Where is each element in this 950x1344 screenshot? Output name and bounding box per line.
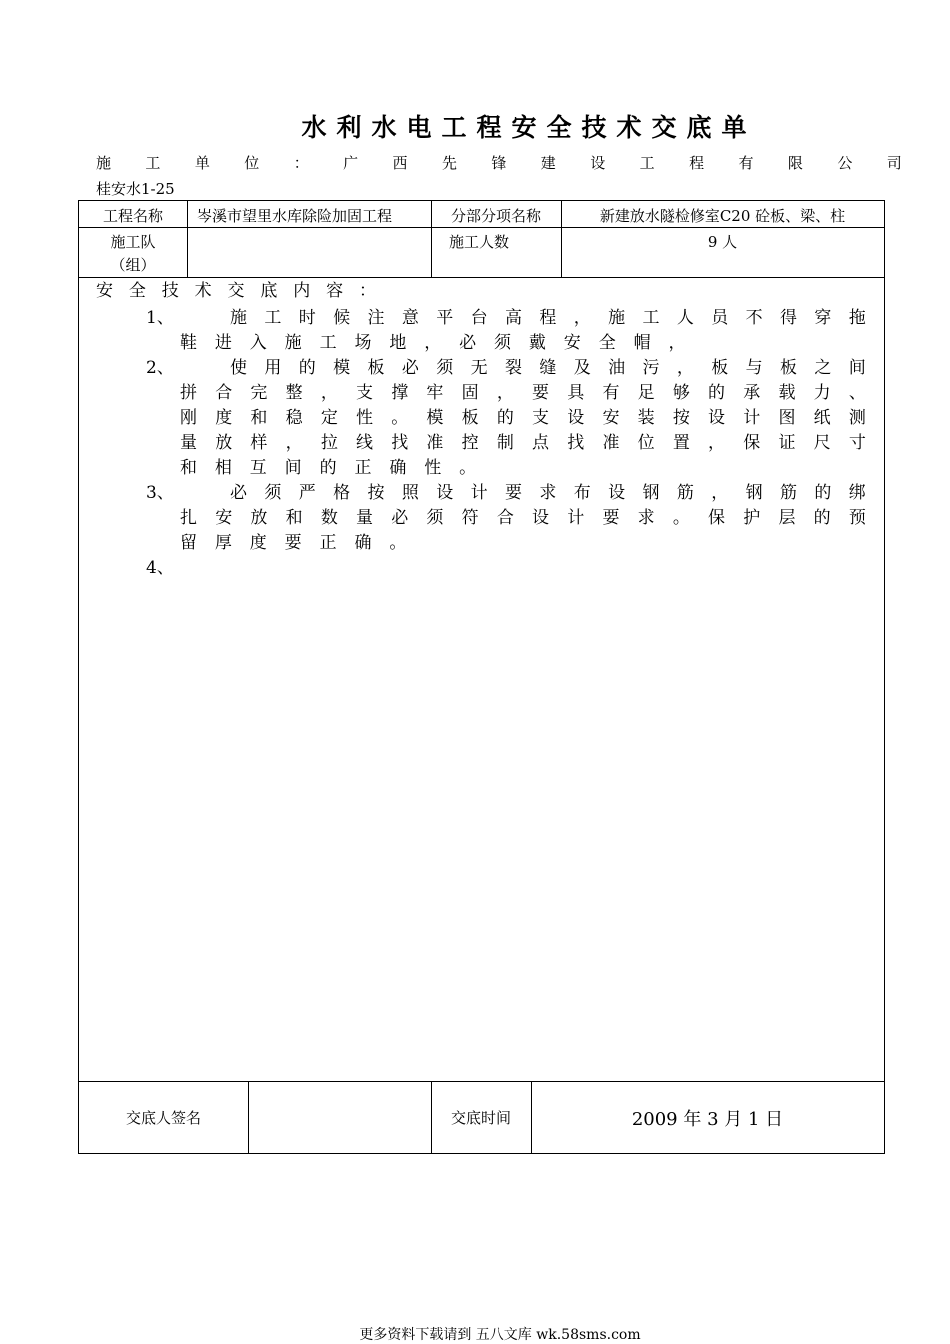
unit-char: 工 xyxy=(145,154,161,172)
project-name-value: 岑溪市望里水库除险加固工程 xyxy=(197,207,393,225)
unit-char: 程 xyxy=(689,154,705,172)
heading-char: 术 xyxy=(194,281,212,301)
heading-char: 技 xyxy=(161,281,179,301)
safety-content xyxy=(96,279,866,581)
item-number: 1、 xyxy=(146,308,174,328)
item-line: 量 放 样 ， 拉 线 找 准 控 制 点 找 准 位 置 ， 保 证 尺 寸 xyxy=(180,433,866,453)
team-label: 施工队 （组） xyxy=(110,233,156,274)
heading-char: 安 xyxy=(96,281,113,301)
unit-char: 建 xyxy=(540,154,556,172)
content-item xyxy=(96,556,866,581)
content-heading xyxy=(96,279,376,304)
construction-unit-line xyxy=(96,152,902,174)
sub-item-value: 新建放水隧检修室C20 砼板、梁、柱 xyxy=(599,207,846,225)
workers-label: 施工人数 xyxy=(449,233,510,251)
document-number: 桂安水1-25 xyxy=(96,180,175,198)
item-line: 必 须 严 格 按 照 设 计 要 求 布 设 钢 筋 ， 钢 筋 的 绑 xyxy=(230,483,866,503)
heading-char: 容 xyxy=(326,281,344,301)
heading-char: 交 xyxy=(227,281,245,301)
item-line: 留 厚 度 要 正 确 。 xyxy=(180,533,407,553)
item-line: 使 用 的 模 板 必 须 无 裂 缝 及 油 污 ， 板 与 板 之 间 xyxy=(230,358,866,378)
item-line: 和 相 互 间 的 正 确 性 。 xyxy=(180,458,477,478)
workers-value: 9 人 xyxy=(707,233,738,251)
item-line: 鞋 进 入 施 工 场 地 ， 必 须 戴 安 全 帽 ， xyxy=(180,333,686,353)
signer-label: 交底人签名 xyxy=(125,1109,201,1127)
unit-char: ： xyxy=(293,154,309,172)
content-item xyxy=(96,356,866,481)
unit-char: 锋 xyxy=(491,154,507,172)
unit-char: 司 xyxy=(886,154,902,172)
heading-char: 内 xyxy=(293,281,311,301)
item-line: 刚 度 和 稳 定 性 。 模 板 的 支 设 安 装 按 设 计 图 纸 测 xyxy=(180,408,866,428)
item-line: 施 工 时 候 注 意 平 台 高 程 ， 施 工 人 员 不 得 穿 拖 xyxy=(230,308,866,328)
content-item xyxy=(96,306,866,356)
item-number: 3、 xyxy=(146,483,174,503)
document-title: 水利水电工程安全技术交底单 xyxy=(301,113,757,142)
content-item xyxy=(96,481,866,556)
unit-char: 单 xyxy=(194,154,210,172)
item-number: 4、 xyxy=(146,558,174,578)
handover-date: 2009 年 3 月 1 日 xyxy=(631,1109,784,1130)
unit-char: 广 xyxy=(343,154,359,172)
unit-char: 有 xyxy=(738,154,754,172)
date-label: 交底时间 xyxy=(450,1109,511,1127)
project-name-label: 工程名称 xyxy=(102,207,163,225)
unit-char: 先 xyxy=(441,154,457,172)
item-number: 2、 xyxy=(146,358,174,378)
unit-char: 限 xyxy=(787,154,803,172)
unit-char: 公 xyxy=(837,154,853,172)
sub-item-label: 分部分项名称 xyxy=(450,207,541,225)
footer-note: 更多资料下载请到 五八文库 wk.58sms.com xyxy=(359,1327,641,1343)
item-line: 扎 安 放 和 数 量 必 须 符 合 设 计 要 求 。 保 护 层 的 预 xyxy=(180,508,866,528)
item-line: 拼 合 完 整 ， 支 撑 牢 固 ， 要 具 有 足 够 的 承 载 力 、 xyxy=(180,383,866,403)
unit-char: 位 xyxy=(244,154,260,172)
heading-char: 全 xyxy=(128,281,146,301)
unit-char: 工 xyxy=(639,154,655,172)
unit-char: 设 xyxy=(590,154,606,172)
heading-char: ： xyxy=(359,281,376,301)
unit-char: 施 xyxy=(96,154,112,172)
unit-char: 西 xyxy=(392,154,408,172)
heading-char: 底 xyxy=(260,281,278,301)
